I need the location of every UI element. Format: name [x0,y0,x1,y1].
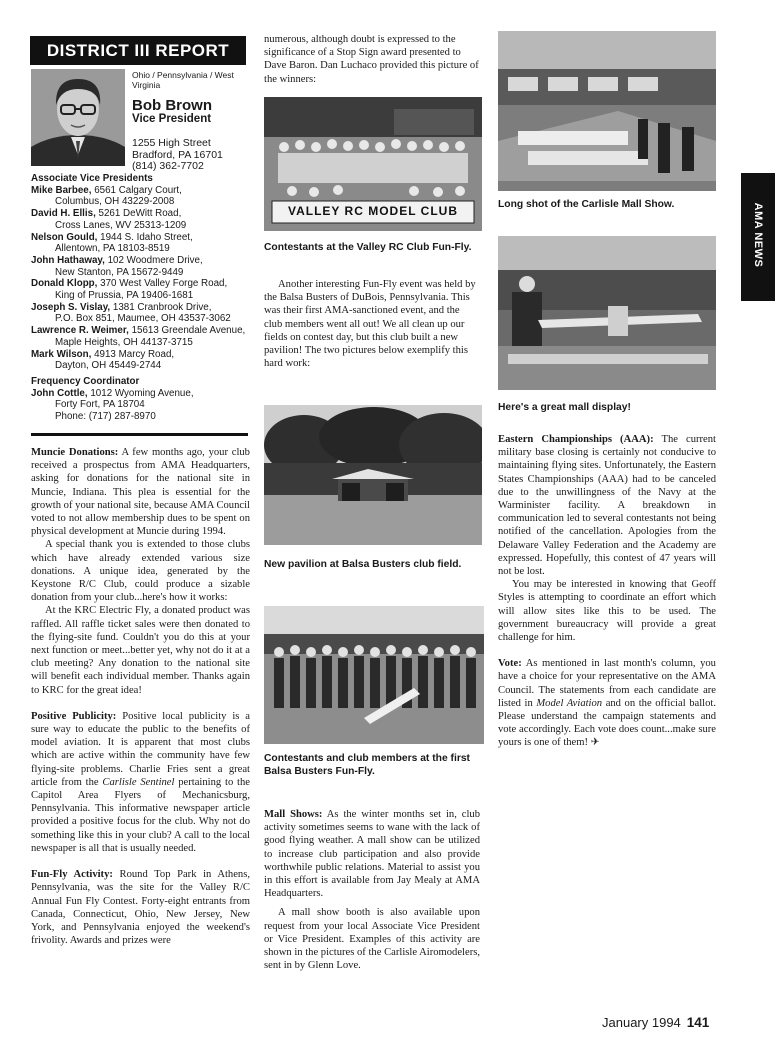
column-2-text [264,808,480,972]
column-2-intro: numerous, although doubt is expressed to the significance of a Stop Sign award presented to Dave Baron. Dan Luchaco provided this picture of the winners: [264,34,479,85]
eastern-paragraph [498,433,716,578]
vp-address [132,138,223,173]
muncie-text: A few months ago, your club received a prospectus from AMA Headquarters, asking for donations for the national site in Muncie, Indiana. This plea is essential for the growth of your national site, because AMA Council voted to not allow membership dues to be spent on physical development at Muncie during 1994. [31,447,250,538]
associate-street: 6561 Calgary Court, [94,184,182,196]
muncie-paragraph-3: At the KRC Electric Fly, a donated product was raffled. All raffle ticket sales were then donated to the flying-site fund. Couldn't you do this at your next function or meet...better yet, why not do it at a club meeting? Any donation to the national site will benefit each individual member. Thanks again to KRC for the great idea! [31,605,250,696]
associate-name: Mark Wilson, [31,348,92,360]
publicity-italic: Carlisle Sentinel [102,776,175,788]
associate-entry [31,208,251,220]
associate-city: Maple Heights, OH 44137-3715 [55,336,193,348]
associate-street: 102 Woodmere Drive, [107,254,203,266]
coordinator-city: Forty Fort, PA 18704 [55,399,145,411]
vote-text-b: and on the official ballot. Please understand the campaign statements and vote accordingly. Each vote does count...make sure yours is one of them! [498,697,716,749]
publicity-heading: Positive Publicity: [31,710,117,722]
issue-date: January 1994 [602,1015,681,1030]
associate-street: 15613 Greendale Avenue, [131,325,246,337]
publicity-text-a: Positive local publicity is a sure way to educate the public to the benefits of model aviation. It is apparent that most clubs which are active within the community have few flying-site problems. Charlie Fries sent a great article from the [31,710,250,788]
funfly-heading: Fun-Fly Activity: [31,869,113,881]
associate-entry [31,302,251,314]
associate-entry [31,349,251,361]
vp-address-city: Bradford, PA 16701 [132,148,223,161]
caption-pavilion: New pavilion at Balsa Busters club field. [264,559,462,570]
publicity-text-b: pertaining to the Capitol Area Flyers of Mechanicsburg, Pennsylvania. This informative newspaper article provided a positive focus for the club. Why not do something like this in your club? A call to the local newspaper is all that is usually needed. [31,776,250,854]
mall-text: As the winter months set in, club activity sometimes seems to wane with the lack of good flying weather. A mall show can be utilized to increase club participation and also provide worthwhile public relations. Material to assist you in this effort is available from Jay Mealy at AMA Headquarters. [264,809,480,900]
vote-paragraph [498,657,716,749]
vote-italic: Model Aviation [536,697,603,709]
associate-city: King of Prussia, PA 19406-1681 [55,290,194,302]
district-report-banner: DISTRICT III REPORT [30,36,246,65]
associate-vp-list [31,173,251,423]
caption-mall-long-shot: Long shot of the Carlisle Mall Show. [498,199,675,210]
coordinator-phone: Phone: (717) 287-8970 [55,411,156,423]
associate-name: David H. Ellis, [31,208,96,220]
associate-street: 5261 DeWitt Road, [98,208,182,220]
associate-street: 1381 Cranbrook Drive, [112,301,212,313]
vp-name: Bob Brown [132,97,212,114]
page-footer [602,1015,709,1030]
associate-city: Dayton, OH 45449-2744 [55,360,162,372]
associate-city: P.O. Box 851, Maumee, OH 43537-3062 [55,313,231,325]
associate-vp-heading: Associate Vice Presidents [31,173,153,184]
coordinator-name: John Cottle, [31,387,88,399]
section-divider [31,433,248,436]
associate-city: Allentown, PA 18103-8519 [55,243,170,255]
associate-street: 370 West Valley Forge Road, [100,278,228,290]
associate-name: Joseph S. Vislay, [31,301,111,313]
vp-title: Vice President [132,113,212,125]
ama-news-tab-label: AMA NEWS [752,202,764,268]
pavilion-photo [264,405,482,545]
associate-name: Lawrence R. Weimer, [31,325,129,337]
mall-display-photo [498,236,716,390]
vp-address-phone: (814) 362-7702 [132,160,204,172]
balsa-busters-group-photo [264,606,484,744]
mall-heading: Mall Shows: [264,809,323,820]
associate-street: 1944 S. Idaho Street, [100,231,193,243]
frequency-coordinator-entry [31,388,251,400]
vp-portrait-photo [31,69,125,166]
mall-paragraph [264,808,480,900]
associate-name: Mike Barbee, [31,184,92,196]
end-mark-icon: ✈ [590,737,600,749]
funfly-text: Round Top Park in Athens, Pennsylvania, was the site for the Valley R/C Annual Fun Fly Contest. Forty-eight entrants from Canada, Connecticut, Ohio, New Jersey, New York, and Pennsylvania enjoyed the weekend's frivolity. Awards and prizes were [31,869,250,947]
ama-news-side-tab [741,173,775,301]
vote-heading: Vote: [498,658,522,670]
balsa-busters-paragraph: Another interesting Fun-Fly event was held by the Balsa Busters of DuBois, Pennsylvania. This was their first AMA-sanctioned event, and the club members went all out! We all clean up our fields on contest day, but this club built a new pavilion! The two pictures below exemplify this hard work: [264,279,476,370]
associate-entry [31,325,251,337]
associate-city: New Stanton, PA 15672-9449 [55,266,184,278]
frequency-coordinator-heading: Frequency Coordinator [31,375,140,387]
column-3-text [498,433,716,750]
publicity-paragraph [31,710,250,855]
caption-valley-rc: Contestants at the Valley RC Club Fun-Fly. [264,242,472,253]
coordinator-street: 1012 Wyoming Avenue, [90,387,194,399]
valley-rc-banner-text: VALLEY RC MODEL CLUB [287,204,458,218]
eastern-heading: Eastern Championships (AAA): [498,434,654,445]
district-states: Ohio / Pennsylvania / West Virginia [132,70,234,90]
caption-mall-display: Here's a great mall display! [498,402,631,413]
associate-street: 4913 Marcy Road, [94,348,175,360]
vote-text-a: As mentioned in last month's column, you have a choice for your representative on the AMA Council. The statements from each candidate are listed in [498,658,716,709]
associate-name: Nelson Gould, [31,231,98,243]
associate-name: Donald Klopp, [31,278,98,290]
valley-rc-group-photo [264,97,482,231]
vp-address-street: 1255 High Street [132,137,211,149]
mall-show-long-shot-photo [498,31,716,191]
column-1-text [31,446,250,947]
associate-city: Columbus, OH 43229-2008 [55,196,175,208]
associate-entry [31,255,251,267]
muncie-paragraph [31,446,250,538]
muncie-heading: Muncie Donations: [31,447,119,458]
mall-paragraph-2: A mall show booth is also available upon request from your local Associate Vice President or Vice President. Examples of this activity are shown in the pictures of the Carlisle Airomodelers, sent in by Glenn Love. [264,907,480,972]
associate-entry [31,232,251,244]
associate-entry [31,278,251,290]
caption-balsa-group: Contestants and club members at the first Balsa Busters Fun-Fly. [264,753,470,777]
associate-entry [31,185,251,197]
associate-city: Cross Lanes, WV 25313-1209 [55,219,187,231]
muncie-paragraph-2: A special thank you is extended to those clubs which have already extended various size donations. A unique idea, generated by the Keystone R/C Club, could produce a sizable donation from your club...here's how it works: [31,539,250,604]
associate-name: John Hathaway, [31,254,105,266]
eastern-text: The current military base closing is certainly not conducive to maintaining flying sites. Unfortunately, the Eastern States Championships (AAA) had to be canceled due to the unwillingness of the Navy at the Warminister facility. A breakdown in communication led to several contestants not being notified of the cancellation. Apologies from the Delaware Valley Federation and the Academy are expressed. Hopefully, this contest of 47 years will not be lost. [498,434,716,578]
page-number: 141 [686,1015,710,1030]
funfly-paragraph [31,868,250,947]
eastern-paragraph-2: You may be interested in knowing that Geoff Styles is attempting to coordinate an effort which will allow sites like this to be used. The government bureaucracy will provide a great challenge for him. [498,579,716,644]
